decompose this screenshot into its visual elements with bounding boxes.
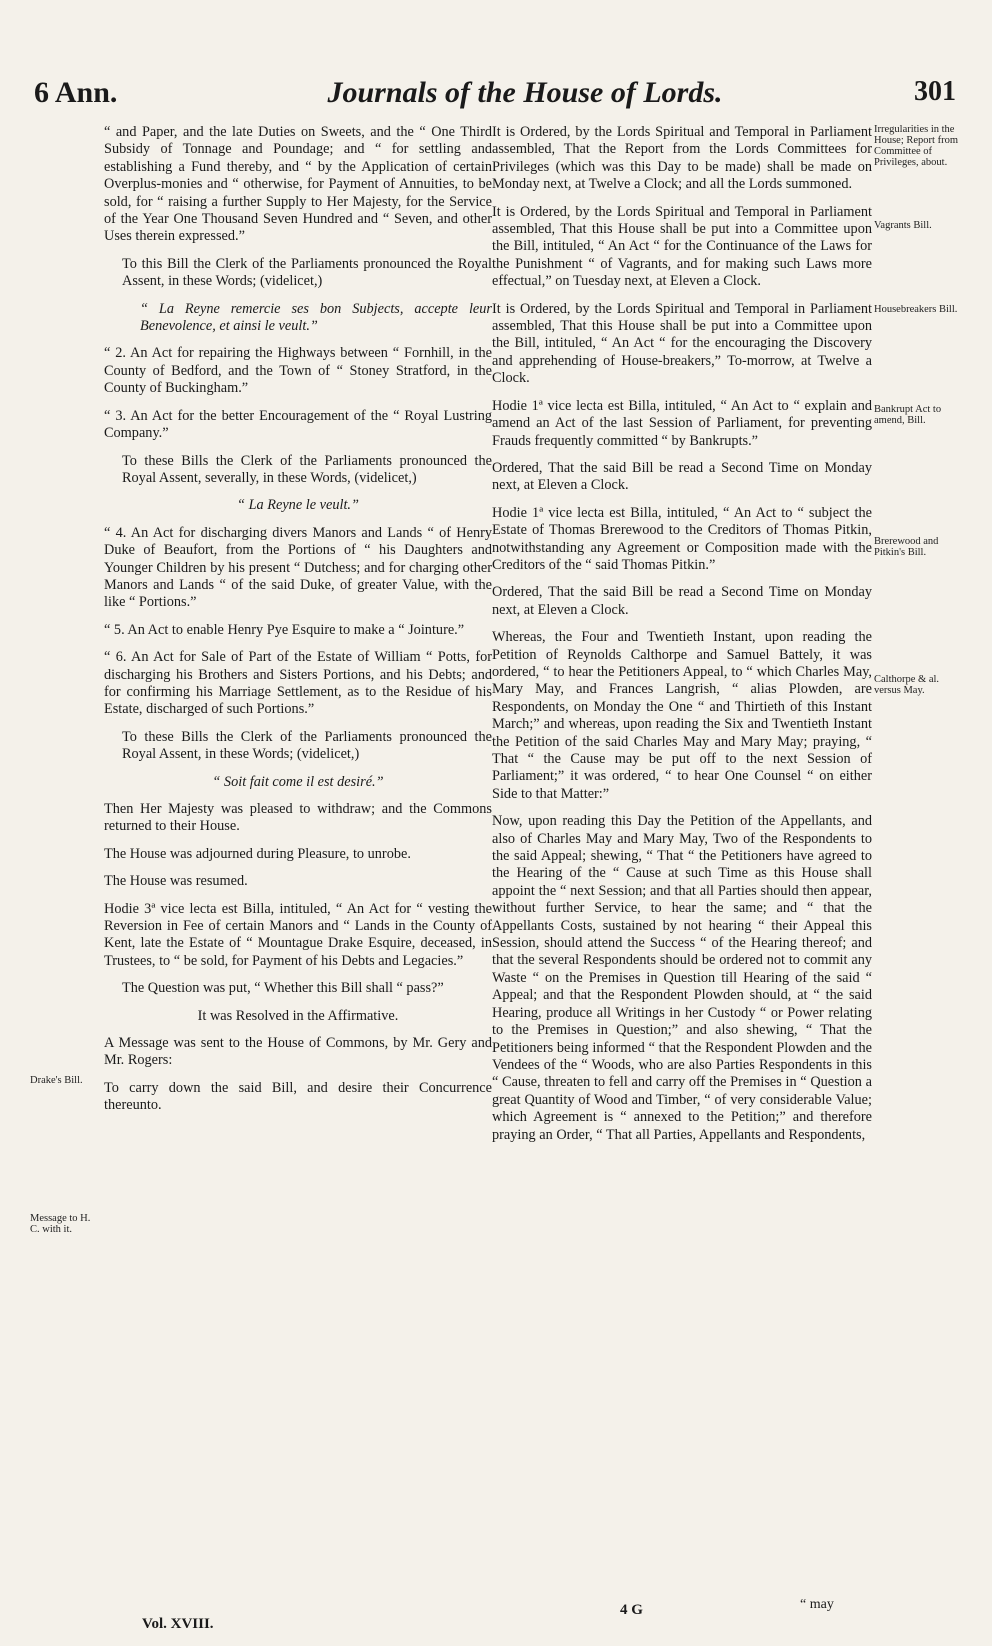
- act-paragraph-3: “ 3. An Act for the better Encouragement of the “ Royal Lustring Company.”: [104, 407, 492, 442]
- paragraph-adjourned: The House was adjourned during Pleasure, to unrobe.: [104, 845, 411, 862]
- page-regnal-year: 6 Ann.: [34, 76, 118, 109]
- royal-assent-note-1: To this Bill the Clerk of the Parliaments pronounced the Royal Assent, in these Words; (videlicet,): [122, 255, 492, 290]
- act-paragraph-1: “ and Paper, and the late Duties on Sweets, and the “ One Third Subsidy of Tonnage and Poundage; and “ for settling and establishing a Fund thereby, and “ by the Application of certain Overplus-monies and “ otherwise, for Payment of Annuities, to be sold, for “ raising a further Supply to Her Majesty, for the Service of the Year One Thousand Seven Hundred and “ Seven, and other Uses therein expressed.”: [104, 124, 492, 245]
- royal-assent-formula-2: “ La Reyne le veult.”: [237, 497, 359, 514]
- margin-note-message: Message to H. C. with it.: [30, 1213, 91, 1235]
- paragraph-message: A Message was sent to the House of Commons, by Mr. Gery and Mr. Rogers:: [104, 1035, 492, 1069]
- order-brerewood-second-reading: Ordered, That the said Bill be read a Second Time on Monday next, at Eleven a Clock.: [492, 584, 872, 618]
- royal-assent-note-2: To these Bills the Clerk of the Parliaments pronounced the Royal Assent, severally, in these Words, (videlicet,): [122, 452, 492, 486]
- margin-note-calthorpe: Calthorpe & al. versus May.: [874, 674, 940, 696]
- volume-number: Vol. XVIII.: [142, 1616, 214, 1632]
- royal-assent-formula-1: “ La Reyne remercie ses bon Subjects, accepte leur Benevolence, et ainsi le veult.”: [140, 300, 492, 335]
- paragraph-calthorpe-whereas: Whereas, the Four and Twentieth Instant, upon reading the Petition of Reynolds Calthorpe and Samuel Battely, it was ordered, “ to hear the Petitioners Appeal, to “ which Charles May, Mary May, and Frances Langrish, “ alias Plowden, are Respondents, on Monday the One “ and Thirtieth of this Instant March;” and whereas, upon reading the Six and Twentieth Instant the Petition of the said Charles May and Mary May; praying, “ That “ the Cause may be put off to the next Session of Parliament;” it was ordered, “ to hear One Counsel “ on either Side to that Matter:”: [492, 629, 872, 802]
- royal-assent-note-3: To these Bills the Clerk of the Parliaments pronounced the Royal Assent, in these Words; (videlicet,): [122, 728, 492, 763]
- order-privileges-report: It is Ordered, by the Lords Spiritual and Temporal in Parliament assembled, That the Report from the Lords Committees for Privileges (which was this Day to be made) shall be made on Monday next, at Twelve a Clock; and all the Lords summoned.: [492, 124, 872, 193]
- margin-note-vagrants: Vagrants Bill.: [874, 220, 932, 231]
- paragraph-question: The Question was put, “ Whether this Bill shall “ pass?”: [122, 980, 444, 997]
- margin-note-drakes-bill: Drake's Bill.: [30, 1075, 83, 1086]
- page-title: Journals of the House of Lords.: [327, 76, 723, 109]
- paragraph-resumed: The House was resumed.: [104, 873, 248, 890]
- royal-assent-formula-3: “ Soit fait come il est desiré.”: [212, 773, 384, 790]
- right-column: [492, 124, 872, 1154]
- act-paragraph-5: “ 5. An Act to enable Henry Pye Esquire to make a “ Jointure.”: [104, 621, 465, 638]
- page-number: 301: [914, 76, 956, 107]
- margin-note-bankrupt: Bankrupt Act to amend, Bill.: [874, 404, 942, 426]
- paragraph-concurrence: To carry down the said Bill, and desire their Concurrence thereunto.: [104, 1079, 492, 1114]
- paragraph-drakes-bill: Hodie 3ª vice lecta est Billa, intituled, “ An Act for “ vesting the Reversion in Fee of certain Manors and “ Lands in the County of Kent, late the Estate of “ Mountague Drake Esquire, deceased, in Trustees, to “ be sold, for Payment of his Debts and Legacies.”: [104, 900, 492, 969]
- order-vagrants-bill: It is Ordered, by the Lords Spiritual and Temporal in Parliament assembled, That this House shall be put into a Committee upon the Bill, intituled, “ An Act “ for the Continuance of the Laws for the Punishment “ of Vagrants, and for making such Laws more effectual,” on Tuesday next, at Eleven a Clock.: [492, 203, 872, 290]
- catchword: “ may: [800, 1597, 834, 1612]
- order-housebreakers-bill: It is Ordered, by the Lords Spiritual and Temporal in Parliament assembled, That this House shall be put into a Committee upon the Bill, intituled, “ An Act “ for the encouraging the Discovery and apprehending of House-breakers,” To-morrow, at Twelve a Clock.: [492, 300, 872, 387]
- act-paragraph-2: “ 2. An Act for repairing the Highways between “ Fornhill, in the County of Bedford, and the Town of “ Stoney Stratford, in the County of Buckingham.”: [104, 345, 492, 397]
- act-paragraph-4: “ 4. An Act for discharging divers Manors and Lands “ of Henry Duke of Beaufort, from the Portions of “ his Daughters and Younger Children by his present “ Dutchess; and for charging other Manors and Lands “ of the said Duke, of greater Value, with the like “ Portions.”: [104, 524, 492, 611]
- paragraph-withdraw: Then Her Majesty was pleased to withdraw; and the Commons returned to their House.: [104, 801, 492, 835]
- reading-bankrupt-bill: Hodie 1ª vice lecta est Billa, intituled, “ An Act to “ explain and amend an Act of the last Session of Parliament, for preventing Frauds frequently committed “ by Bankrupts.”: [492, 397, 872, 449]
- margin-note-irregularities: Irregularities in the House; Report from Committee of Privileges, about.: [874, 124, 958, 168]
- margin-note-brerewood: Brerewood and Pitkin's Bill.: [874, 536, 939, 558]
- order-bankrupt-second-reading: Ordered, That the said Bill be read a Second Time on Monday next, at Eleven a Clock.: [492, 459, 872, 494]
- signature-mark: 4 G: [620, 1602, 643, 1618]
- margin-note-housebreakers: Housebreakers Bill.: [874, 304, 958, 315]
- act-paragraph-6: “ 6. An Act for Sale of Part of the Estate of William “ Potts, for discharging his Brothers and Sisters Portions, and his Debts; and for confirming his Marriage Settlement, as to the Residue of his Estate, discharged of such Portions.”: [104, 649, 492, 718]
- paragraph-resolved: It was Resolved in the Affirmative.: [197, 1007, 399, 1024]
- paragraph-calthorpe-petition: Now, upon reading this Day the Petition of the Appellants, and also of Charles May and Mary May, Two of the Respondents to the said Appeal; shewing, “ That “ the Petitioners have agreed to the Hearing of the “ Cause at such Time as this House shall appoint the “ next Session; and that all Parties should then appear, without further Service, to hear the same; and “ that the Appellants Costs, sustained by not hearing “ their Appeal this Session, should attend the Success “ of the Hearing thereof; and that the several Respondents should be ordered not to commit any Waste “ on the Premises in Question till Hearing of the said “ Appeal; and that the Respondent Plowden should, at “ the said Hearing, produce all Writings in her Custody “ or Power relating to the Premises in Question;” and also shewing, “ That the Petitioners being informed “ that the Respondent Plowden and the Vendees of the “ Woods, who are also Parties Respondents in this “ Cause, threaten to fell and carry off the Premises in “ Question a great Quantity of Wood and Timber, “ of very considerable Value; which Agreement is “ annexed to the Petition;” and therefore praying an Order, “ That all Parties, Appellants and Respondents,: [492, 813, 872, 1143]
- left-column: [104, 124, 492, 1125]
- reading-brerewood-bill: Hodie 1ª vice lecta est Billa, intituled, “ An Act to “ subject the Estate of Thomas Brerewood to the Creditors of Thomas Pitkin, notwithstanding any Agreement or Composition made with the Creditors of the “ said Thomas Pitkin.”: [492, 504, 872, 573]
